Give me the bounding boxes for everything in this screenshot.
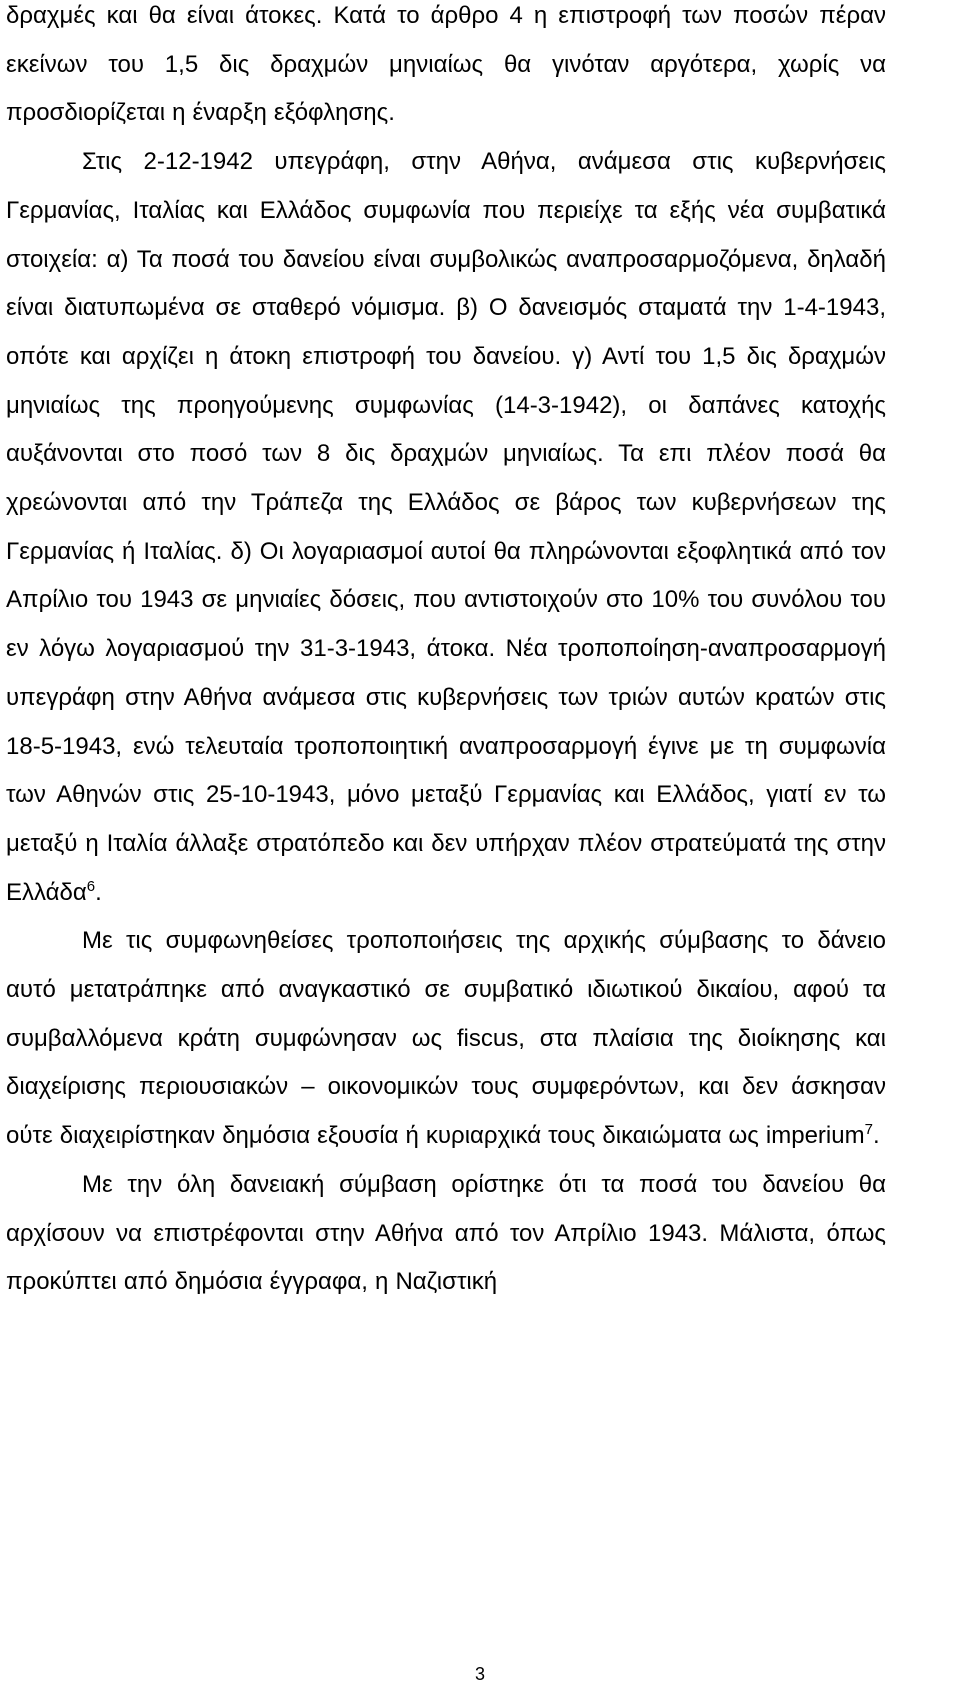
page-number: 3: [474, 1664, 485, 1684]
document-body: [6, 0, 886, 1307]
paragraph-text: δραχμές και θα είναι άτοκες. Κατά το άρθρο 4 η επιστροφή των ποσών πέραν εκείνων του 1,5 δις δραχμών μηνιαίως θα γινόταν αργότερα, χωρίς να προσδιορίζεται η έναρξη εξόφλησης.: [6, 2, 886, 127]
paragraph-loan-agreement: [6, 138, 886, 917]
footnote-marker[interactable]: 6: [86, 877, 96, 895]
paragraph-text: Με την όλη δανειακή σύμβαση ορίστηκε ότι τα ποσά του δανείου θα αρχίσουν να επιστρέφονται στην Αθήνα από τον Απρίλιο 1943. Μάλιστα, όπως προκύπτει από δημόσια έγγραφα, η Ναζιστική: [6, 1170, 886, 1296]
paragraph-tail: .: [95, 878, 102, 906]
paragraph-repayment: [6, 1161, 886, 1307]
paragraph-text: Στις 2-12-1942 υπεγράφη, στην Αθήνα, ανάμεσα στις κυβερνήσεις Γερμανίας, Ιταλίας και Ελλάδος συμφωνία που περιείχε τα εξής νέα συμβατικά στοιχεία: α) Τα ποσά του δανείου είναι συμβολικώς αναπροσαρμοζόμενα, δηλαδή είναι διατυπωμένα σε σταθερό νόμισμα. β) Ο δανεισμός σταματά την 1-4-1943, οπότε και αρχίζει η άτοκη επιστροφή του δανείου. γ) Αντί του 1,5 δις δραχμών μηνιαίως της προηγούμενης συμφωνίας (14-3-1942), οι δαπάνες κατοχής αυξάνονται στο ποσό των 8 δις δραχμών μηνιαίως. Τα επι πλέον ποσά θα χρεώνονται από την Τράπεζα της Ελλάδος σε βάρος των κυβερνήσεων της Γερμανίας ή Ιταλίας. δ) Οι λογαριασμοί αυτοί θα πληρώνονται εξοφλητικά από τον Απρίλιο του 1943 σε μηνιαίες δόσεις, που αντιστοιχούν στο 10% του συνόλου του εν λόγω λογαριασμού την 31-3-1943, άτοκα. Νέα τροποποίηση-αναπροσαρμογή υπεγράφη στην Αθήνα ανάμεσα στις κυβερνήσεις των τριών αυτών κρατών στις 18-5-1943, ενώ τελευταία τροποποιητική αναπροσαρμογή έγινε με τη συμφωνία των Αθηνών στις 25-10-1943, μόνο μεταξύ Γερμανίας και Ελλάδος, γιατί εν τω μεταξύ η Ιταλία άλλαξε στρατόπεδο και δεν υπήρχαν πλέον στρατεύματά της στην Ελλάδα: [6, 148, 886, 906]
footnote-marker[interactable]: 7: [864, 1121, 873, 1139]
paragraph-continuation: [6, 0, 886, 138]
paragraph-contract-change: [6, 917, 886, 1161]
paragraph-tail: .: [872, 1122, 880, 1150]
paragraph-text: Με τις συμφωνηθείσες τροποποιήσεις της αρχικής σύμβασης το δάνειο αυτό μετατράπηκε από αναγκαστικό σε συμβατικό ιδιωτικού δικαίου, αφού τα συμβαλλόμενα κράτη συμφώνησαν ως fiscus, στα πλαίσια της διοίκησης και διαχείρισης περιουσιακών – οικονομικών τους συμφερόντων, και δεν άσκησαν ούτε διαχειρίστηκαν δημόσια εξουσία ή κυριαρχικά τους δικαιώματα ως imperium: [6, 927, 886, 1150]
